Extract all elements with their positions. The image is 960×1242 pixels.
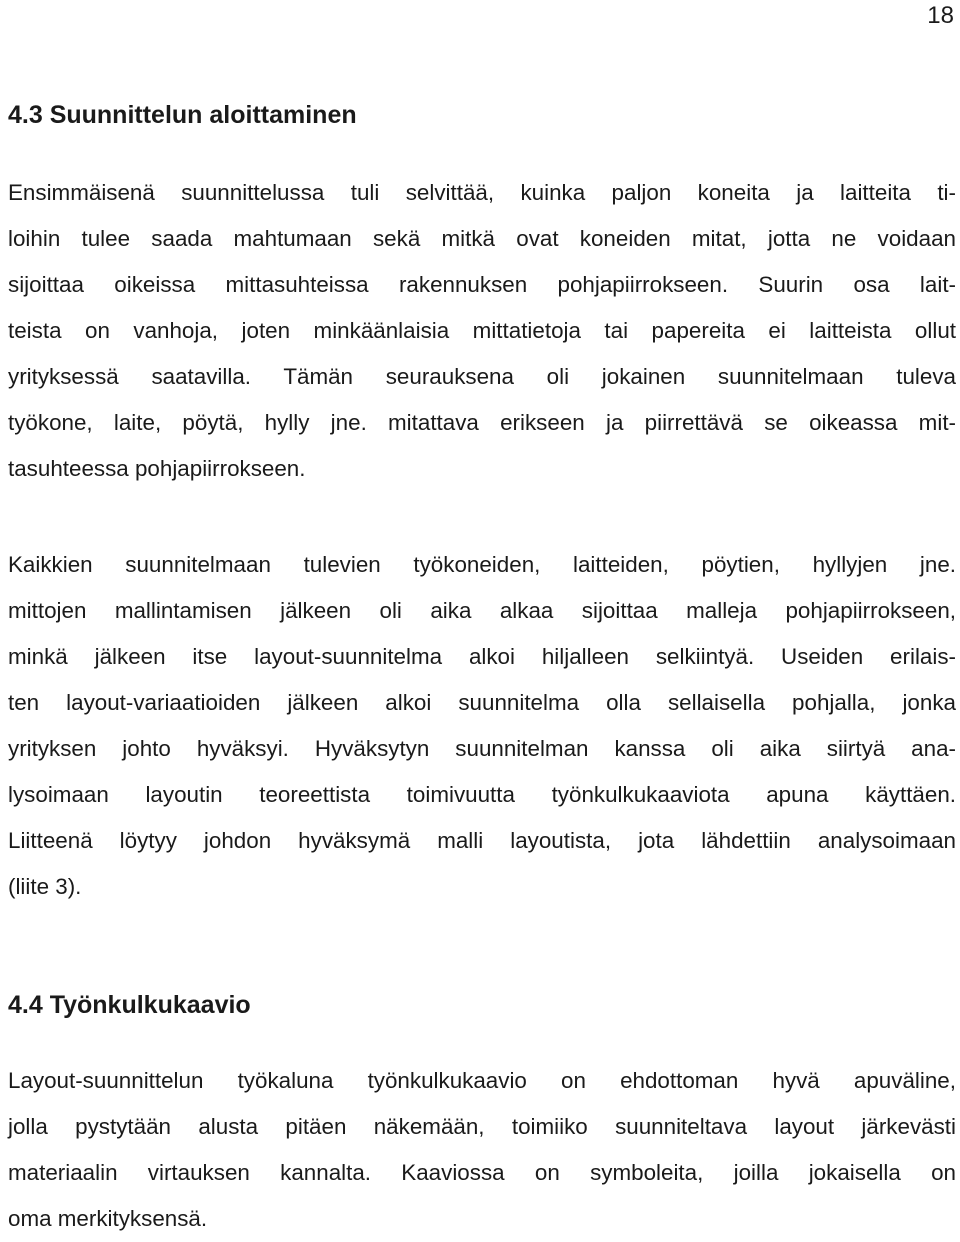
page-number: 18 bbox=[927, 2, 954, 29]
text-line: yrityksessä saatavilla. Tämän seurauksena oli jokainen suunnitelmaan tuleva bbox=[8, 364, 956, 389]
text-line: jolla pystytään alusta pitäen näkemään, toimiiko suunniteltava layout järkevästi bbox=[8, 1114, 956, 1139]
text-line: lysoimaan layoutin teoreettista toimivuutta työnkulkukaaviota apuna käyttäen. bbox=[8, 782, 956, 807]
text-line: työkone, laite, pöytä, hylly jne. mitattava erikseen ja piirrettävä se oikeassa mit- bbox=[8, 410, 956, 435]
text-line: sijoittaa oikeissa mittasuhteissa rakennuksen pohjapiirrokseen. Suurin osa lait- bbox=[8, 272, 956, 297]
text-line: materiaalin virtauksen kannalta. Kaaviossa on symboleita, joilla jokaisella on bbox=[8, 1160, 956, 1185]
text-line: minkä jälkeen itse layout-suunnitelma alkoi hiljalleen selkiintyä. Useiden erilais- bbox=[8, 644, 956, 669]
paragraph-4-3-1 bbox=[8, 170, 956, 492]
text-line: tasuhteessa pohjapiirrokseen. bbox=[8, 456, 306, 481]
text-line: ten layout-variaatioiden jälkeen alkoi suunnitelma olla sellaisella pohjalla, jonka bbox=[8, 690, 956, 715]
text-line: yrityksen johto hyväksyi. Hyväksytyn suunnitelman kanssa oli aika siirtyä ana- bbox=[8, 736, 956, 761]
paragraph-4-4-1 bbox=[8, 1058, 956, 1242]
text-line: Layout-suunnittelun työkaluna työnkulkukaavio on ehdottoman hyvä apuväline, bbox=[8, 1068, 956, 1093]
text-line: oma merkityksensä. bbox=[8, 1206, 208, 1231]
section-heading-4-3: 4.3 Suunnittelun aloittaminen bbox=[8, 101, 357, 129]
text-line: Liitteenä löytyy johdon hyväksymä malli layoutista, jota lähdettiin analysoimaan bbox=[8, 828, 956, 853]
text-line: teista on vanhoja, joten minkäänlaisia mittatietoja tai papereita ei laitteista ollut bbox=[8, 318, 956, 343]
paragraph-4-3-2 bbox=[8, 542, 956, 910]
section-heading-4-4: 4.4 Työnkulkukaavio bbox=[8, 991, 251, 1019]
text-line: Ensimmäisenä suunnittelussa tuli selvittää, kuinka paljon koneita ja laitteita ti- bbox=[8, 180, 956, 205]
text-line: mittojen mallintamisen jälkeen oli aika alkaa sijoittaa malleja pohjapiirrokseen, bbox=[8, 598, 956, 623]
text-line: Kaikkien suunnitelmaan tulevien työkoneiden, laitteiden, pöytien, hyllyjen jne. bbox=[8, 552, 956, 577]
text-line: loihin tulee saada mahtumaan sekä mitkä ovat koneiden mitat, jotta ne voidaan bbox=[8, 226, 956, 251]
text-line: (liite 3). bbox=[8, 874, 82, 899]
